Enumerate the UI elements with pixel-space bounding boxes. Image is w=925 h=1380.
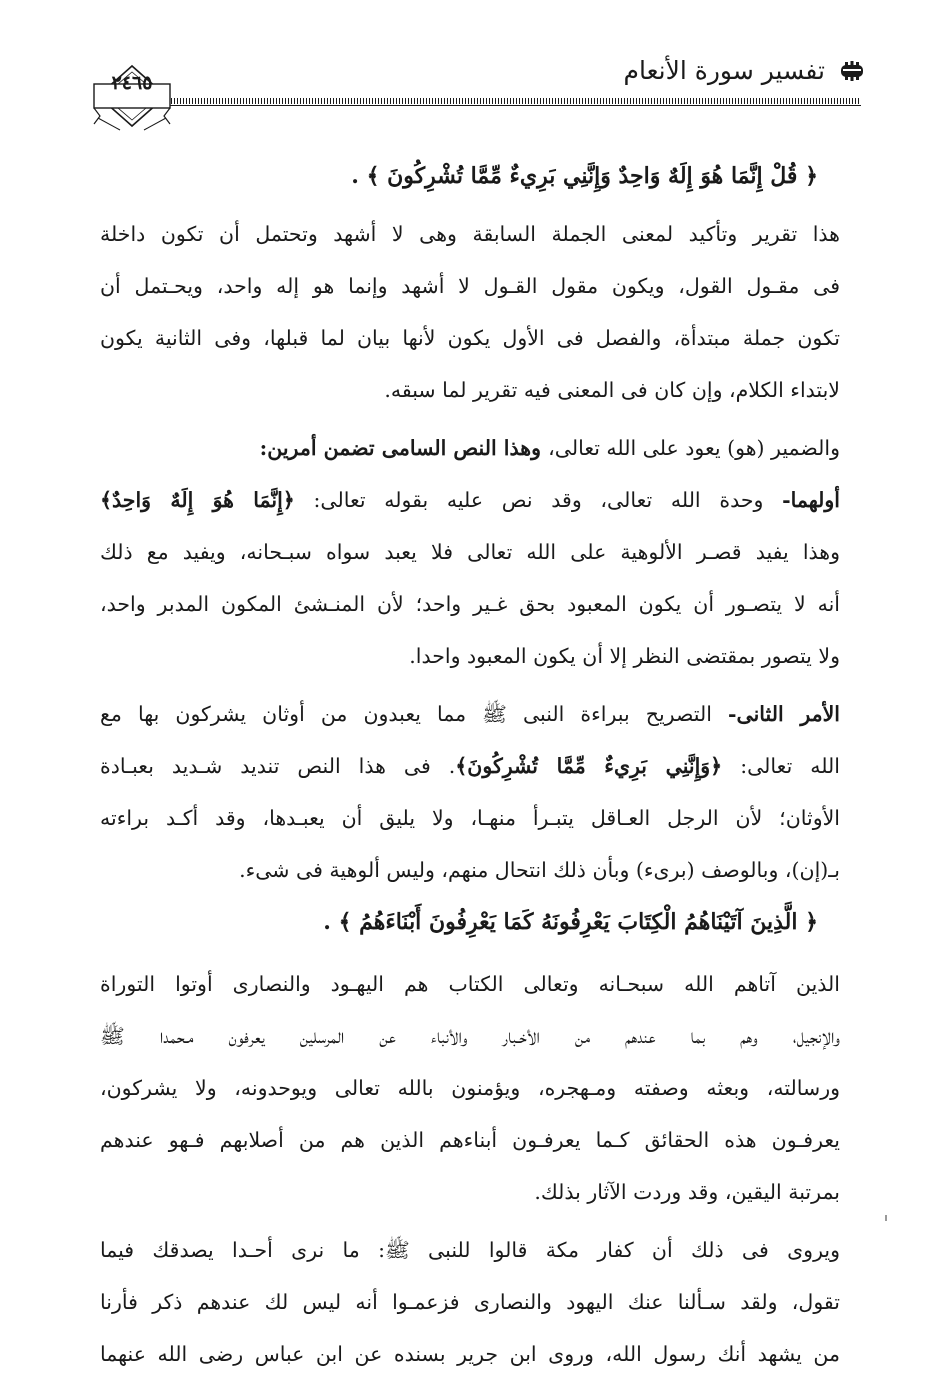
page-title: تفسير سورة الأنعام (623, 56, 825, 85)
text-line: يعرفـون هذه الحقائق كـما يعرفـون أبناءهم الذين هم من أصلابهم فـهو عندهم (100, 1128, 840, 1152)
text-run: . فى هذا النص تنديد شـديد بعبـادة (100, 754, 456, 778)
text-line: وهذا يفيد قصـر الألوهية على الله تعالى فلا يعبد سواه سبـحانه، ويفيد مع ذلك (100, 540, 840, 564)
page-body (100, 150, 840, 1380)
text-run: وحدة الله تعالى، وقد نص عليه بقوله تعالى: (294, 488, 783, 512)
bold-text-run: الأمر الثانى- (727, 702, 840, 726)
bold-text-run: أولهما- (782, 488, 840, 512)
ornament-flower-icon (839, 60, 865, 82)
text-line: تقول، ولقد سـألنا عنك اليهود والنصارى فزعمـوا أنه ليس لك عندهم ذكر فأرنا (100, 1290, 840, 1314)
text-line: بـ(إن)، وبالوصف (برىء) وبأن ذلك انتحال منهم، وليس ألوهية فى شىء. (239, 858, 840, 882)
text-line (100, 740, 840, 792)
text-line: فى مقـول القول، ويكون مقول القـول لا أشهد وإنما هو إله واحد، ويحـتمل أن (100, 274, 840, 298)
paragraph-6 (100, 1224, 840, 1380)
text-line (100, 474, 840, 526)
text-line: ولا يتصور بمقتضى النظر إلا أن يكون المعبود واحدا. (409, 644, 840, 668)
paragraph-3 (100, 474, 840, 682)
quran-quote: ﴿إِنَّمَا هُوَ إِلَهٌ وَاحِدٌ﴾ (100, 488, 295, 512)
paragraph-2 (100, 422, 840, 474)
header-rule (168, 98, 861, 104)
text-line: الأوثان؛ لأن الرجل العـاقل يتبـرأ منهـا، ولا يليق أن يعبـدها، وقد أكـد براءته (100, 806, 840, 830)
text-run: الله تعالى: (722, 754, 840, 778)
quran-quote: ﴿وَإِنَّنِي بَرِيءٌ مِّمَّا تُشْرِكُونَ﴾ (455, 754, 723, 778)
text-line: بمرتبة اليقين، وقد وردت الآثار بذلك. (534, 1180, 840, 1204)
text-line (100, 688, 840, 740)
text-line: ويروى فى ذلك أن كفار مكة قالوا للنبى ﷺ: ما نرى أحـدا يصدقك فيما (100, 1238, 840, 1262)
text-line: تكون جملة مبتدأة، والفصل فى الأول يكون لأنها بيان لما قبلها، وفى الثانية يكون (100, 326, 840, 350)
paragraph-4 (100, 688, 840, 896)
text-line: الذين آتاهم الله سبحـانه وتعالى الكتاب هم اليهـود والنصارى أوتوا التوراة (100, 972, 840, 996)
text-line: لابتداء الكلام، وإن كان فى المعنى فيه تقرير لما سبقه. (384, 378, 840, 402)
text-line: هذا تقرير وتأكيد لمعنى الجملة السابقة وهى لا أشهد وتحتمل أن تكون داخلة (100, 222, 840, 246)
text-line: والإنجيل، وهم بما عندهم من الأخـبار والأنباء عن المرسلين يعرفون مـحمدا ﷺ (100, 1024, 840, 1048)
text-run: التصريح ببراءة النبى ﷺ مما يعبدون من أوثان يشركون بها مع (100, 702, 728, 726)
paragraph-5 (100, 958, 840, 1218)
text-line: أنه لا يتصـور أن يكون المعبود بحق غـير واحد؛ لأن المنـشئ المكون المدبر واحد، (100, 592, 840, 616)
paragraph-1 (100, 208, 840, 416)
text-line: ورسالته، وبعثه وصفته ومـهجره، ويؤمنون بالله تعالى ويوحدونه، ولا يشركون، (100, 1076, 840, 1100)
page-number: ٢٤٦٥ (111, 72, 153, 94)
bold-text-run: وهذا النص السامى تضمن أمرين: (259, 436, 549, 460)
scan-mark (885, 1215, 887, 1221)
quran-verse-2: ﴿ الَّذِينَ آتَيْنَاهُمُ الْكِتَابَ يَعْرِفُونَهُ كَمَا يَعْرِفُونَ أَبْنَاءَهُمُ ﴾ . (323, 909, 818, 935)
running-header (90, 40, 865, 130)
quran-verse-1: ﴿ قُلْ إِنَّمَا هُوَ إِلَهٌ وَاحِدٌ وَإِنَّنِي بَرِيءٌ مِّمَّا تُشْرِكُونَ ﴾ . (351, 163, 818, 189)
text-line: من يشهد أنك رسول الله، وروى ابن جرير بسنده عن ابن عباس رضى الله عنهما (100, 1342, 840, 1366)
text-run: والضمير (هو) يعود على الله تعالى، (548, 436, 840, 460)
